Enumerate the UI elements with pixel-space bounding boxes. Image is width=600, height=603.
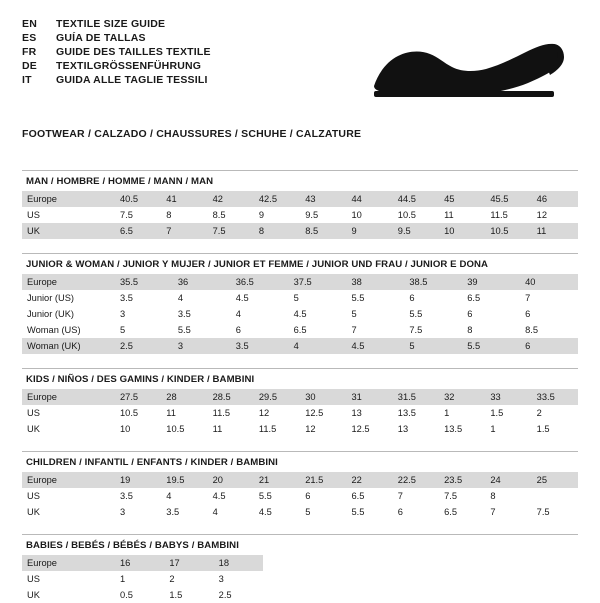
size-cell: 8.5 bbox=[300, 223, 346, 239]
size-cell: 2.5 bbox=[218, 590, 232, 600]
row-label: UK bbox=[27, 507, 40, 517]
table-row bbox=[22, 472, 578, 488]
size-cell: 44.5 bbox=[393, 191, 439, 207]
size-cell: 10.5 bbox=[397, 210, 416, 220]
size-cell: 13.5 bbox=[444, 424, 463, 434]
language-title: GUÍA DE TALLAS bbox=[56, 32, 146, 44]
size-cell: 10.5 bbox=[120, 408, 139, 418]
language-row bbox=[22, 46, 211, 58]
size-table bbox=[22, 555, 263, 603]
language-row bbox=[22, 32, 211, 44]
size-cell: 4.5 bbox=[347, 338, 405, 354]
row-label: UK bbox=[27, 424, 40, 434]
size-cell: 5 bbox=[404, 338, 462, 354]
table-row bbox=[22, 488, 578, 504]
size-table bbox=[22, 472, 578, 520]
size-cell: 4.5 bbox=[212, 491, 226, 501]
size-cell: 9 bbox=[346, 223, 392, 239]
size-cell: 1 bbox=[490, 424, 496, 434]
size-cell: 17 bbox=[164, 555, 213, 571]
size-cell: 7 bbox=[351, 325, 357, 335]
size-cell: 4.5 bbox=[293, 309, 307, 319]
size-cell: 7.5 bbox=[409, 325, 423, 335]
language-row bbox=[22, 74, 211, 86]
size-cell: 5.5 bbox=[177, 325, 191, 335]
size-cell: 5.5 bbox=[351, 507, 365, 517]
size-cell: 13.5 bbox=[397, 408, 416, 418]
table-row bbox=[22, 274, 578, 290]
size-cell: 11.5 bbox=[212, 408, 230, 418]
language-title: TEXTILE SIZE GUIDE bbox=[56, 18, 166, 30]
size-cell: 40.5 bbox=[115, 191, 161, 207]
size-cell: 11 bbox=[166, 408, 176, 418]
size-cell: 4 bbox=[289, 338, 347, 354]
row-label: Woman (US) bbox=[27, 325, 81, 335]
size-cell: 1.5 bbox=[490, 408, 504, 418]
size-cell: 6 bbox=[235, 325, 241, 335]
size-cell: 7.5 bbox=[208, 223, 254, 239]
language-title: GUIDE DES TAILLES TEXTILE bbox=[56, 46, 211, 58]
size-cell: 0.5 bbox=[120, 590, 133, 600]
size-cell: 38 bbox=[347, 274, 405, 290]
size-cell: 21 bbox=[254, 472, 300, 488]
size-cell: 4 bbox=[166, 491, 172, 501]
row-label: Europe bbox=[22, 472, 115, 488]
table-row bbox=[22, 571, 263, 587]
size-cell: 6 bbox=[305, 491, 311, 501]
size-cell: 18 bbox=[214, 555, 263, 571]
size-table bbox=[22, 274, 578, 354]
document-header bbox=[22, 16, 578, 110]
size-cell: 43 bbox=[300, 191, 346, 207]
size-section bbox=[22, 253, 578, 354]
size-cell: 1.5 bbox=[169, 590, 183, 600]
size-cell: 3.5 bbox=[120, 491, 133, 501]
size-cell: 12 bbox=[305, 424, 316, 434]
size-cell: 16 bbox=[115, 555, 164, 571]
size-cell: 3 bbox=[218, 574, 224, 584]
table-row bbox=[22, 223, 578, 239]
size-cell: 4.5 bbox=[235, 293, 249, 303]
size-cell: 6 bbox=[467, 309, 473, 319]
size-cell: 5 bbox=[351, 309, 357, 319]
row-label: US bbox=[27, 491, 40, 501]
size-cell: 3.5 bbox=[231, 338, 289, 354]
size-cell: 11.5 bbox=[490, 210, 508, 220]
size-section-title: MAN / HOMBRE / HOMME / MANN / MAN bbox=[22, 170, 578, 191]
table-row bbox=[22, 322, 578, 338]
row-label: Woman (UK) bbox=[22, 338, 115, 354]
size-cell: 23.5 bbox=[439, 472, 485, 488]
language-title: GUIDA ALLE TAGLIE TESSILI bbox=[56, 74, 208, 86]
size-cell: 20 bbox=[208, 472, 254, 488]
size-cell: 7.5 bbox=[120, 210, 133, 220]
size-cell: 19.5 bbox=[161, 472, 207, 488]
table-row bbox=[22, 191, 578, 207]
size-cell: 6 bbox=[397, 507, 403, 517]
row-label: Europe bbox=[22, 274, 115, 290]
size-cell: 6.5 bbox=[115, 223, 161, 239]
size-cell: 11 bbox=[444, 210, 454, 220]
size-section bbox=[22, 534, 578, 603]
language-row bbox=[22, 18, 211, 30]
row-label: Europe bbox=[22, 191, 115, 207]
size-cell: 12 bbox=[258, 408, 270, 418]
size-cell: 10.5 bbox=[485, 223, 531, 239]
size-cell: 8 bbox=[490, 491, 496, 501]
size-cell: 42.5 bbox=[254, 191, 300, 207]
language-code: FR bbox=[22, 46, 37, 58]
size-cell: 12 bbox=[536, 210, 548, 220]
size-cell: 4 bbox=[177, 293, 184, 303]
size-section-title: KIDS / NIÑOS / DES GAMINS / KINDER / BAMBINI bbox=[22, 368, 578, 389]
size-cell: 8 bbox=[166, 210, 172, 220]
size-cell: 6 bbox=[525, 309, 531, 319]
size-cell: 3.5 bbox=[177, 309, 191, 319]
size-cell: 5.5 bbox=[351, 293, 365, 303]
size-cell: 19 bbox=[115, 472, 161, 488]
language-titles bbox=[22, 16, 211, 86]
size-section-title: BABIES / BEBÉS / BÉBÉS / BABYS / BAMBINI bbox=[22, 534, 578, 555]
size-cell: 40 bbox=[520, 274, 578, 290]
size-cell: 38.5 bbox=[404, 274, 462, 290]
size-cell: 6.5 bbox=[351, 491, 365, 501]
size-cell: 45.5 bbox=[485, 191, 531, 207]
size-cell: 2 bbox=[536, 408, 542, 418]
size-cell: 6 bbox=[520, 338, 578, 354]
language-code: IT bbox=[22, 74, 32, 86]
size-cell: 3 bbox=[120, 507, 126, 517]
size-cell: 11 bbox=[212, 424, 223, 434]
row-label: Europe bbox=[22, 389, 115, 405]
size-cell: 6.5 bbox=[467, 293, 481, 303]
size-cell: 22.5 bbox=[393, 472, 439, 488]
language-code: DE bbox=[22, 60, 37, 72]
table-row bbox=[22, 421, 578, 437]
size-cell: 1 bbox=[120, 574, 126, 584]
language-row bbox=[22, 60, 211, 72]
table-row bbox=[22, 290, 578, 306]
size-cell: 9.5 bbox=[393, 223, 439, 239]
row-label: Europe bbox=[22, 555, 115, 571]
table-row bbox=[22, 207, 578, 223]
size-cell: 29.5 bbox=[254, 389, 300, 405]
size-cell: 2.5 bbox=[115, 338, 173, 354]
size-cell: 3.5 bbox=[120, 293, 133, 303]
size-cell: 5.5 bbox=[409, 309, 423, 319]
size-section-title: CHILDREN / INFANTIL / ENFANTS / KINDER / BAMBINI bbox=[22, 451, 578, 472]
size-cell: 9.5 bbox=[305, 210, 319, 220]
size-cell: 1.5 bbox=[536, 424, 550, 434]
table-row bbox=[22, 405, 578, 421]
size-cell: 6.5 bbox=[293, 325, 307, 335]
row-label: UK bbox=[27, 590, 40, 600]
size-cell: 7.5 bbox=[536, 507, 550, 517]
size-cell bbox=[532, 488, 578, 504]
dress-shoe-icon bbox=[368, 30, 568, 110]
size-cell: 28.5 bbox=[208, 389, 254, 405]
row-label: Junior (UK) bbox=[27, 309, 75, 319]
size-table bbox=[22, 191, 578, 239]
row-label: UK bbox=[22, 223, 115, 239]
table-row bbox=[22, 587, 263, 603]
size-cell: 41 bbox=[161, 191, 207, 207]
size-cell: 4 bbox=[235, 309, 241, 319]
size-cell: 31.5 bbox=[393, 389, 439, 405]
size-cell: 28 bbox=[161, 389, 207, 405]
size-cell: 11.5 bbox=[258, 424, 277, 434]
table-row bbox=[22, 389, 578, 405]
size-cell: 3.5 bbox=[166, 507, 180, 517]
size-cell: 7 bbox=[490, 507, 496, 517]
size-cell: 8 bbox=[254, 223, 300, 239]
size-cell: 27.5 bbox=[115, 389, 161, 405]
table-row bbox=[22, 555, 263, 571]
size-cell: 4.5 bbox=[258, 507, 272, 517]
size-cell: 21.5 bbox=[300, 472, 346, 488]
size-cell: 13 bbox=[397, 424, 409, 434]
size-cell: 45 bbox=[439, 191, 485, 207]
size-cell: 44 bbox=[346, 191, 392, 207]
row-label: US bbox=[27, 574, 40, 584]
size-section bbox=[22, 451, 578, 520]
size-cell: 8 bbox=[467, 325, 473, 335]
size-cell: 7 bbox=[161, 223, 207, 239]
size-cell: 7.5 bbox=[444, 491, 458, 501]
size-cell: 9 bbox=[258, 210, 265, 220]
row-label: US bbox=[27, 210, 40, 220]
size-cell: 2 bbox=[169, 574, 175, 584]
size-section bbox=[22, 170, 578, 239]
size-cell: 12.5 bbox=[351, 424, 370, 434]
size-cell: 10 bbox=[351, 210, 362, 220]
size-cell: 30 bbox=[300, 389, 346, 405]
size-cell: 36.5 bbox=[231, 274, 289, 290]
size-cell: 24 bbox=[485, 472, 531, 488]
size-cell: 12.5 bbox=[305, 408, 324, 418]
size-cell: 6.5 bbox=[444, 507, 458, 517]
language-code: EN bbox=[22, 18, 37, 30]
size-cell: 10.5 bbox=[166, 424, 185, 434]
size-cell: 11 bbox=[532, 223, 578, 239]
size-cell: 7 bbox=[525, 293, 531, 303]
size-cell: 33.5 bbox=[532, 389, 578, 405]
size-section bbox=[22, 368, 578, 437]
row-label: US bbox=[27, 408, 40, 418]
size-cell: 35.5 bbox=[115, 274, 173, 290]
size-cell: 36 bbox=[173, 274, 231, 290]
table-row bbox=[22, 338, 578, 354]
size-cell: 22 bbox=[346, 472, 392, 488]
table-row bbox=[22, 306, 578, 322]
size-tables bbox=[22, 170, 578, 603]
size-table bbox=[22, 389, 578, 437]
size-cell: 1 bbox=[444, 408, 450, 418]
size-cell: 32 bbox=[439, 389, 485, 405]
size-cell: 7 bbox=[397, 491, 403, 501]
size-cell: 31 bbox=[346, 389, 392, 405]
size-cell: 5 bbox=[305, 507, 311, 517]
size-cell: 4 bbox=[212, 507, 218, 517]
size-cell: 5.5 bbox=[258, 491, 272, 501]
language-title: TEXTILGRÖSSENFÜHRUNG bbox=[56, 60, 202, 72]
size-cell: 13 bbox=[351, 408, 362, 418]
size-cell: 3 bbox=[120, 309, 126, 319]
size-cell: 5 bbox=[120, 325, 126, 335]
language-code: ES bbox=[22, 32, 37, 44]
size-section-title: JUNIOR & WOMAN / JUNIOR Y MUJER / JUNIOR ET FEMME / JUNIOR UND FRAU / JUNIOR E DONA bbox=[22, 253, 578, 274]
size-cell: 8.5 bbox=[212, 210, 226, 220]
size-cell: 39 bbox=[462, 274, 520, 290]
table-row bbox=[22, 504, 578, 520]
size-cell: 10 bbox=[120, 424, 131, 434]
size-cell: 10 bbox=[439, 223, 485, 239]
category-heading: FOOTWEAR / CALZADO / CHAUSSURES / SCHUHE / CALZATURE bbox=[22, 128, 362, 140]
size-cell: 3 bbox=[173, 338, 231, 354]
size-cell: 6 bbox=[409, 293, 415, 303]
size-cell: 42 bbox=[208, 191, 254, 207]
size-cell: 8.5 bbox=[525, 325, 539, 335]
row-label: Junior (US) bbox=[27, 293, 75, 303]
size-cell: 5 bbox=[293, 293, 299, 303]
size-cell: 25 bbox=[532, 472, 578, 488]
size-cell: 5.5 bbox=[462, 338, 520, 354]
size-cell: 46 bbox=[532, 191, 578, 207]
size-cell: 37.5 bbox=[289, 274, 347, 290]
size-cell: 33 bbox=[485, 389, 531, 405]
